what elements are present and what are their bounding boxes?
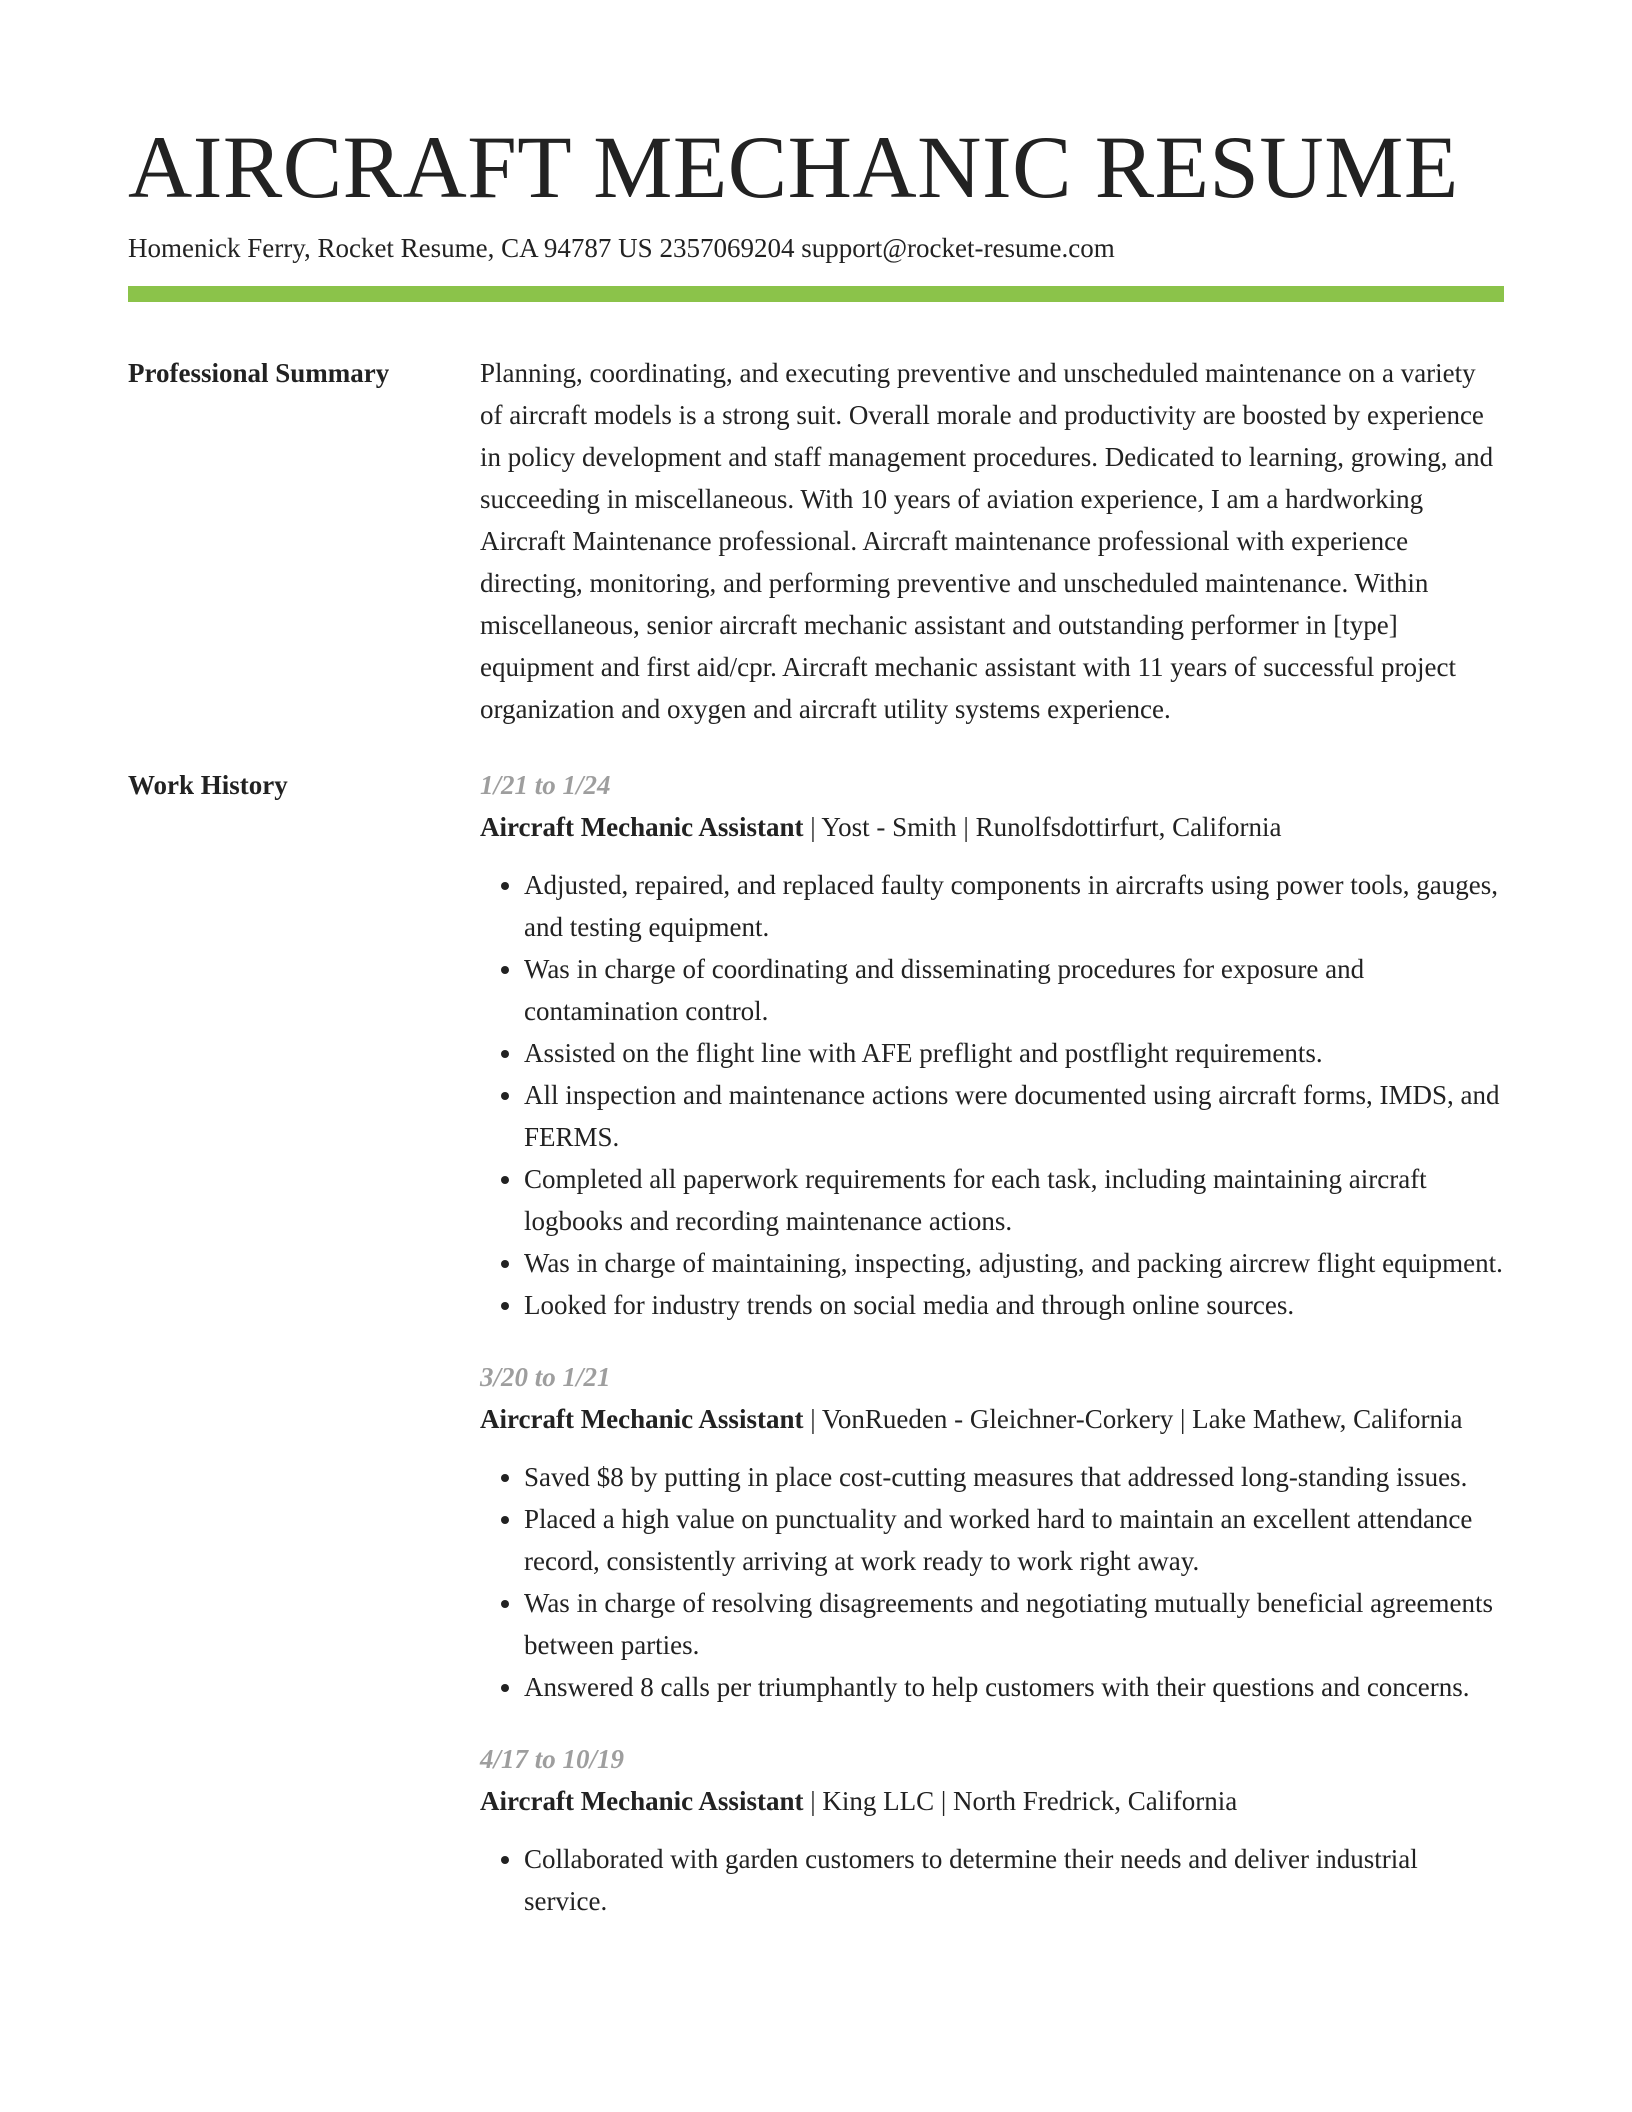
work-history-section (128, 764, 1504, 1952)
job-bullet: • All inspection and maintenance actions were documented using aircraft forms, IMDS, and FERMS. (524, 1074, 1504, 1158)
job-details: | King LLC | North Fredrick, California (803, 1786, 1238, 1816)
job-role (480, 1780, 1504, 1822)
job-bullet: • Completed all paperwork requirements for each task, including maintaining aircraft logbooks and recording maintenance actions. (524, 1158, 1504, 1242)
section-label-work-history: Work History (128, 770, 288, 800)
job-details: | Yost - Smith | Runolfsdottirfurt, California (803, 812, 1282, 842)
job-details: | VonRueden - Gleichner-Corkery | Lake Mathew, California (803, 1404, 1463, 1434)
job-entry (480, 764, 1504, 1326)
job-title: Aircraft Mechanic Assistant (480, 812, 804, 842)
job-dates: 1/21 to 1/24 (480, 770, 611, 800)
summary-content (480, 352, 1504, 730)
job-bullet: • Answered 8 calls per triumphantly to help customers with their questions and concerns. (524, 1666, 1504, 1708)
job-bullet: • Collaborated with garden customers to determine their needs and deliver industrial service. (524, 1838, 1504, 1922)
job-bullet: • Looked for industry trends on social media and through online sources. (524, 1284, 1504, 1326)
resume-title: AIRCRAFT MECHANIC RESUME (128, 119, 1459, 217)
contact-line: Homenick Ferry, Rocket Resume, CA 94787 US 2357069204 support@rocket-resume.com (128, 233, 1115, 263)
job-bullets (480, 1838, 1504, 1922)
job-bullet: • Was in charge of coordinating and disseminating procedures for exposure and contamination control. (524, 948, 1504, 1032)
job-dates: 4/17 to 10/19 (480, 1744, 625, 1774)
job-role (480, 806, 1504, 848)
work-history-content (480, 764, 1504, 1952)
job-bullet: • Was in charge of maintaining, inspecting, adjusting, and packing aircrew flight equipment. (524, 1242, 1504, 1284)
summary-text: Planning, coordinating, and executing preventive and unscheduled maintenance on a variety of aircraft models is a strong suit. Overall morale and productivity are boosted by experience in policy development and staff management procedures. Dedicated to learning, growing, and succeeding in miscellaneous. With 10 years of aviation experience, I am a hardworking Aircraft Maintenance professional. Aircraft maintenance professional with experience directing, monitoring, and performing preventive and unscheduled maintenance. Within miscellaneous, senior aircraft mechanic assistant and outstanding performer in [type] equipment and first aid/cpr. Aircraft mechanic assistant with 11 years of successful project organization and oxygen and aircraft utility systems experience. (480, 358, 1494, 724)
job-entry (480, 1356, 1504, 1708)
job-bullet: • Saved $8 by putting in place cost-cutting measures that addressed long-standing issues. (524, 1456, 1504, 1498)
professional-summary-section (128, 352, 1504, 730)
section-label-summary: Professional Summary (128, 358, 390, 388)
job-dates: 3/20 to 1/21 (480, 1362, 611, 1392)
job-bullet: • Placed a high value on punctuality and worked hard to maintain an excellent attendance record, consistently arriving at work ready to work right away. (524, 1498, 1504, 1582)
job-role (480, 1398, 1504, 1440)
header-divider (128, 286, 1504, 302)
job-entry (480, 1738, 1504, 1922)
job-bullet: • Was in charge of resolving disagreements and negotiating mutually beneficial agreements between parties. (524, 1582, 1504, 1666)
job-bullets (480, 864, 1504, 1326)
job-title: Aircraft Mechanic Assistant (480, 1786, 804, 1816)
job-title: Aircraft Mechanic Assistant (480, 1404, 804, 1434)
job-bullet: • Assisted on the flight line with AFE preflight and postflight requirements. (524, 1032, 1504, 1074)
job-bullet: • Adjusted, repaired, and replaced faulty components in aircrafts using power tools, gauges, and testing equipment. (524, 864, 1504, 948)
job-bullets (480, 1456, 1504, 1708)
